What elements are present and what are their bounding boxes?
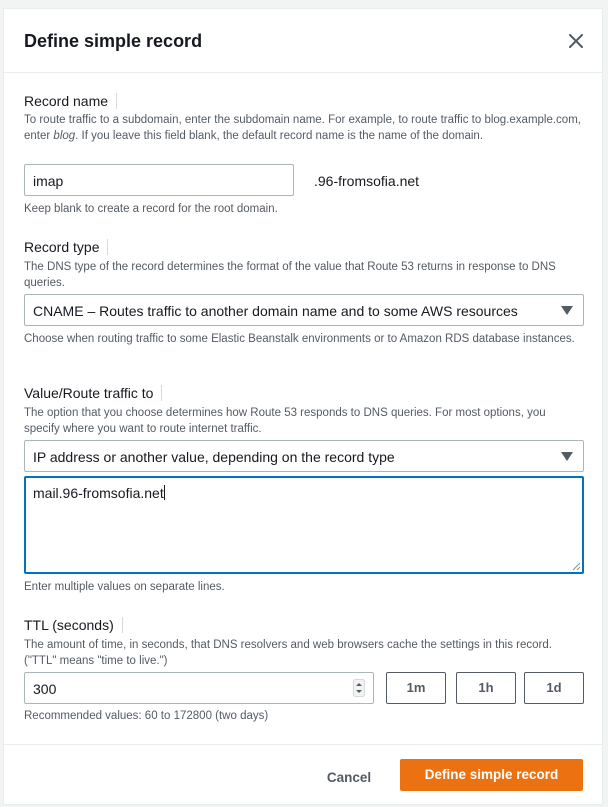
record-name-hint: Keep blank to create a record for the root domain. <box>24 203 278 215</box>
ttl-label: TTL (seconds) <box>24 617 123 633</box>
cancel-button[interactable]: Cancel <box>326 770 372 785</box>
record-name-value: imap <box>33 173 64 189</box>
resize-handle-icon[interactable] <box>571 561 581 571</box>
ttl-1d-button[interactable]: 1d <box>524 672 584 704</box>
route-traffic-select[interactable] <box>24 440 584 472</box>
record-name-label: Record name <box>24 93 117 109</box>
caret-down-icon <box>561 452 573 462</box>
ttl-1m-button[interactable]: 1m <box>386 672 446 704</box>
record-type-select[interactable] <box>24 294 584 326</box>
record-type-label: Record type <box>24 239 108 255</box>
route-traffic-selected: IP address or another value, depending on the record type <box>33 449 395 465</box>
ttl-1h-button[interactable]: 1h <box>456 672 516 704</box>
number-stepper-icon[interactable] <box>353 679 365 697</box>
record-name-input[interactable] <box>24 164 294 196</box>
record-type-hint: Choose when routing traffic to some Elastic Beanstalk environments or to Amazon RDS database instances. <box>24 333 575 345</box>
record-value-textarea[interactable] <box>24 476 584 574</box>
modal-title: Define simple record <box>24 31 203 51</box>
modal-footer <box>4 744 602 806</box>
define-record-modal <box>3 8 603 805</box>
text-cursor <box>164 485 165 500</box>
record-type-description: The DNS type of the record determines the format of the value that Route 53 returns in response to DNS queries. <box>24 261 556 289</box>
record-type-selected: CNAME – Routes traffic to another domain name and to some AWS resources <box>33 303 518 319</box>
define-simple-record-button[interactable]: Define simple record <box>400 759 583 791</box>
caret-down-icon <box>561 306 573 316</box>
record-name-description: To route traffic to a subdomain, enter the subdomain name. For example, to route traffic to blog.example.com, enter blog. If you leave this field blank, the default record name is the name of the domain. <box>24 114 581 142</box>
ttl-value: 300 <box>33 681 57 697</box>
domain-suffix: .96-fromsofia.net <box>314 173 420 189</box>
ttl-description: The amount of time, in seconds, that DNS resolvers and web browsers cache the settings in this record. ("TTL" means "time to live.") <box>24 639 552 667</box>
close-icon <box>564 29 588 53</box>
value-route-label: Value/Route traffic to <box>24 385 162 401</box>
record-value-text: mail.96-fromsofia.net <box>33 485 164 501</box>
close-button[interactable] <box>564 29 588 53</box>
value-hint: Enter multiple values on separate lines. <box>24 581 225 593</box>
ttl-hint: Recommended values: 60 to 172800 (two days) <box>24 710 269 722</box>
modal-header <box>4 9 602 73</box>
ttl-input[interactable] <box>24 672 374 704</box>
value-route-description: The option that you choose determines how Route 53 responds to DNS queries. For most options, you specify where you want to route internet traffic. <box>24 407 546 435</box>
